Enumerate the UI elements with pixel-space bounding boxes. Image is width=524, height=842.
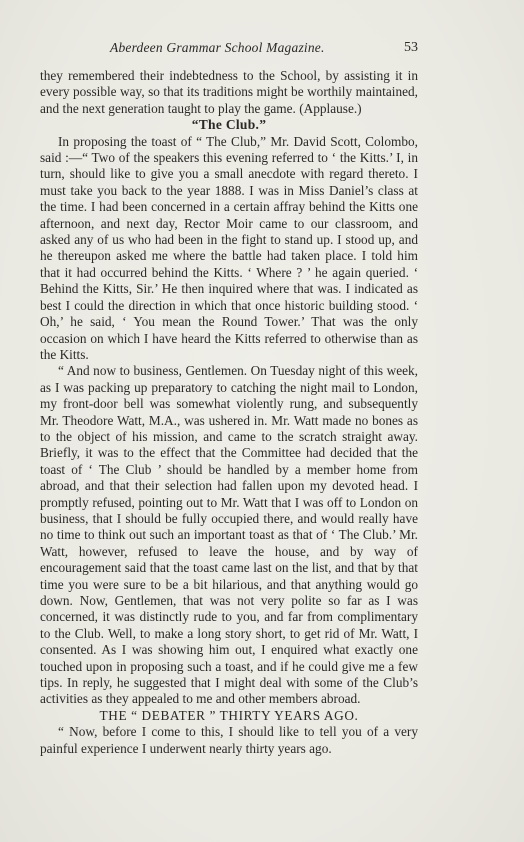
intro-paragraph: they remembered their indebtedness to the School, by assisting it in every possible way, so that its traditions might be worthily maintained, and the next generation taught to play the game. (Applause.) [40, 68, 418, 116]
page-number: 53 [404, 40, 418, 55]
section-heading: “The Club.” [191, 117, 267, 133]
paragraph-business: “ And now to business, Gentlemen. On Tuesday night of this week, as I was packing up preparatory to catching the night mail to London, my front-door bell was somewhat violently rung, and subsequently Mr. Theodore Watt, M.A., was ushered in. Mr. Watt made no bones as to the object of his mission, and came to the scratch straight away. Briefly, it was to the effect that the Committee had decided that the toast of ‘ The Club ’ should be handled by a member home from abroad, and that their selection had fallen upon my devoted head. I promptly refused, pointing out to Mr. Watt that I was off to London on business, that I should be fully occupied there, and would really have no time to think out such an important toast as that of ‘ The Club.’ Mr. Watt, however, refused to leave the house, and by way of encouragement said that the toast came last on the list, and that by that time you were sure to be a bit hilarious, and that anything would go down. Now, Gentlemen, that was not very polite so far as I was concerned, it was distinctly rude to you, and far from complimentary to the Club. Well, to make a long story short, to get rid of Mr. Watt, I consented. As I was showing him out, I enquired what exactly one touched upon in proposing such a toast, and if he could give me a few tips. In reply, he suggested that I might deal with some of the Club’s activities as they appealed to me and other members abroad. [40, 363, 418, 707]
paragraph-toast: In proposing the toast of “ The Club,” Mr. David Scott, Colombo, said :—“ Two of the speakers this evening referred to ‘ the Kitts.’ I, in turn, should like to give you a small anecdote with regard thereto. I must take you back to the year 1888. I was in Miss Daniel’s class at the time. I had been concerned in a certain affray behind the Kitts one afternoon, and next day, Rector Moir came to our classroom, and asked any of us who had been in the fight to stand up. I stood up, and he thereupon asked me where the battle had taken place. I told him that it had occurred behind the Kitts. ‘ Where ? ’ he again queried. ‘ Behind the Kitts, Sir.’ He then inquired where that was. I indicated as best I could the direction in which that once historic building stood. ‘ Oh,’ he said, ‘ You mean the Round Tower.’ That was the only occasion on which I have heard the Kitts referred to otherwise than as the Kitts. [40, 133, 418, 362]
section-subheading: THE “ DEBATER ” THIRTY YEARS AGO. [99, 707, 359, 723]
paragraph-before: “ Now, before I come to this, I should like to tell you of a very painful experience I underwent nearly thirty years ago. [40, 724, 418, 756]
running-head: Aberdeen Grammar School Magazine. [110, 40, 325, 55]
page-header [40, 40, 418, 60]
article-body [40, 68, 418, 757]
